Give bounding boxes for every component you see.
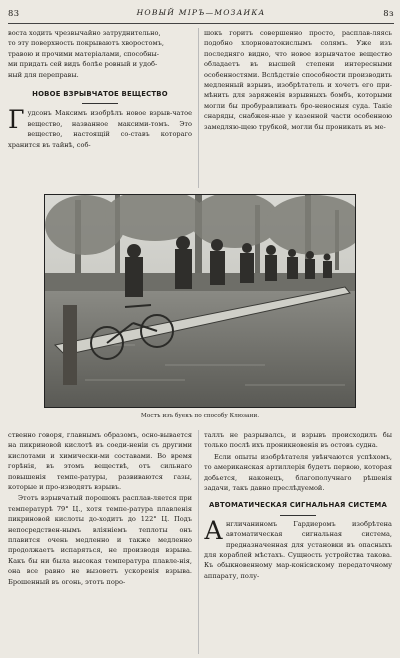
bottom-right-column <box>204 430 392 581</box>
bottom-left-paragraph-1: ственно говоря, главнымъ образомъ, осно-вывается на пикриновой кислотѣ въ соеди-неніи съ другими кислотами и химически-ми составами. Во время горѣнія, въ этомъ веществѣ, отъ сильнаго повышенія темпе-ратуры, развиваются газы, которые и про-изводятъ взрывъ. <box>8 431 192 492</box>
section-heading-explosive: НОВОЕ ВЗРЫВЧАТОЕ ВЕЩЕСТВО <box>32 90 168 99</box>
figure-caption: Мостъ изъ буекъ по способу Клюзани. <box>140 413 260 419</box>
header-rule <box>8 23 394 24</box>
page-number-right: 8з <box>383 8 394 18</box>
page-number-left: 83 <box>8 8 20 18</box>
section2-text: нгличаниномъ Гардиеромъ изобрѣтена автоматическая сигнальная система, предназначенная для установки въ опасныхъ для кораблей мѣстахъ. Сущность устройства такова. Къ обыкновенному мар-конісвскому передаточному аппарату, полу- <box>204 519 392 580</box>
top-left-column <box>8 28 192 150</box>
top-left-line-5: ный для переправы. <box>8 70 79 79</box>
column-separator-top <box>198 28 199 188</box>
bottom-left-column <box>8 430 192 588</box>
top-left-line-3: травою и прочими матеріалами, способны- <box>8 49 160 58</box>
section-heading-rule-2 <box>280 515 316 516</box>
section1-paragraph <box>8 105 192 150</box>
top-right-column <box>204 28 392 133</box>
bottom-right-paragraph-2: Если опыты изобрѣтателя увѣнчаются успѣхомъ, то американская артиллерія будетъ первою, которая добьется, наконецъ, благополучнаго рѣшенія задачи, такъ давно преслѣдуемой. <box>204 452 392 493</box>
column-separator-bottom <box>198 430 199 654</box>
bottom-left-paragraph-2: Этотъ взрывчатый порошокъ расплав-ляется при температурѣ 79° Ц., хотя темпе-ратура плавленія пикриновой кислоты до-ходитъ до 122° Ц. Подъ непосредствен-нымъ вліяніемъ теплоты онъ плавится очень медленно и также медленно продолжаетъ испаряться, не производя взрыва. Какъ бы ни была высокая температура плавле-нія, она все равно не вызоветъ ускоренія взрыва. Брошенный въ огонь, этотъ поро- <box>8 494 192 586</box>
running-header <box>8 8 394 22</box>
top-right-text: шокъ горитъ совершенно просто, расплав-ляясь подобно хлорноватокислымъ солямъ. Уже изъ последняго видно, что новое взрывчатое вещество обладаетъ въ высшей степени интересными особенностями. Вслѣдствіе способности производить медленный взрывъ, изобрѣтатель и хочетъ его при-мѣнить для заряженія взрывныхъ бомбъ, которыми могли бы пробуравливать бро-неносныя суда. Такіе снаряды, снабжен-ные у казенной части особенною замедляю-щею трубкой, могли бы проникать въ ме- <box>204 29 392 131</box>
top-left-line-1: воста ходить чрезвычайно затруднительно, <box>8 29 161 37</box>
section2-paragraph <box>204 515 392 581</box>
top-left-line-2: то эту поверхность покрываютъ хворостомъ, <box>8 39 164 48</box>
bridge-soldiers-illustration <box>45 195 355 407</box>
section-heading-rule <box>82 103 118 104</box>
top-left-line-4: ми придать сей видъ болѣе ровный и удоб- <box>8 60 158 69</box>
running-title: НОВЫЙ МІРЪ—МОЗАИКА <box>136 8 266 17</box>
section1-text: удсонъ Максимъ изобрѣлъ новое взрыв-чатое вещество, названное максими-томъ. Это вещество, настоящій со-ставъ котораго хранится въ тайнѣ, соб- <box>8 109 192 149</box>
bottom-right-paragraph-1: таллъ не разрывалсь, и взрывъ происходилъ бы только послѣ ихъ проникновенія въ остовъ судна. <box>204 431 392 450</box>
section-heading-signal: АВТОМАТИЧЕСКАЯ СИГНАЛЬНАЯ СИСТЕМА <box>209 501 387 510</box>
drop-cap-g: Г <box>8 105 25 135</box>
figure-photo <box>44 194 356 408</box>
drop-cap-a: А <box>204 515 223 545</box>
